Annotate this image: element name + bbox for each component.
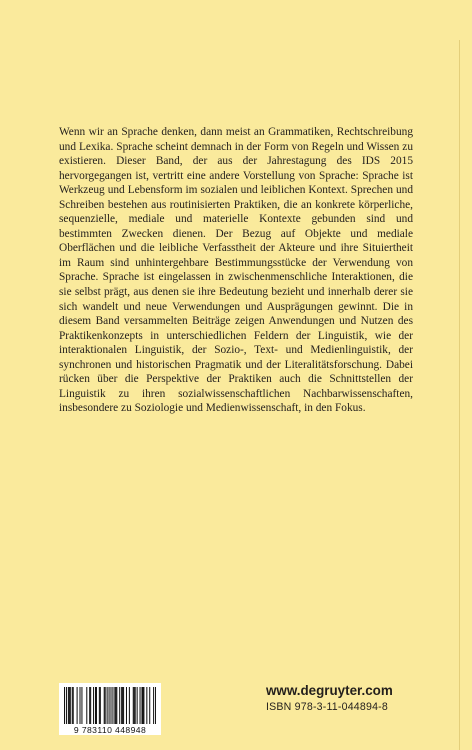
barcode-bar bbox=[90, 687, 91, 724]
barcode bbox=[59, 683, 161, 735]
barcode-bar bbox=[64, 687, 65, 724]
barcode-bar bbox=[99, 687, 100, 724]
barcode-bar bbox=[119, 687, 120, 724]
barcode-bar bbox=[141, 687, 142, 724]
barcode-bar bbox=[121, 687, 122, 724]
barcode-bar bbox=[122, 687, 123, 724]
barcode-bar bbox=[104, 687, 105, 724]
barcode-bar bbox=[96, 687, 97, 724]
barcode-bar bbox=[77, 687, 78, 724]
barcode-bar bbox=[93, 687, 94, 724]
barcode-bar bbox=[115, 687, 116, 724]
barcode-bar bbox=[129, 687, 130, 724]
barcode-bar bbox=[137, 687, 138, 724]
barcode-bar bbox=[68, 687, 69, 724]
blurb-text: Wenn wir an Sprache denken, dann meist an Grammatiken, Rechtschreibung und Lexika. Sprache scheint demnach in der Form von Regeln und Wissen zu existieren. Dieser Band, der aus der Jahrestagung des IDS 2015 hervorgegangen ist, vertritt eine andere Vorstellung von Sprache: Sprache ist Werkzeug und Lebensform im sozialen und leiblichen Kontext. Sprechen und Schreiben bestehen aus routinisierten Praktiken, die an konkrete körperliche, sequenzielle, mediale und materielle Kontexte gebunden sind und bestimmten Zwecken dienen. Der Bezug auf Objekte und mediale Oberflächen und die leibliche Verfasstheit der Akteure und ihre Situiertheit im Raum sind unhintergehbare Bestimmungsstücke der Verwendung von Sprache. Sprache ist eingelassen in zwischenmenschliche Interaktionen, die sie selbst prägt, aus denen sie ihre Bedeutung bezieht und innerhalb derer sie sich wandelt und neue Verwendungen und Ausprägungen gewinnt. Die in diesem Band versammelten Beiträge zeigen Anwendungen und Nutzen des Praktikenkonzepts in unterschiedlichen Feldern der Linguistik, wie der interaktionalen Linguistik, der Sozio-, Text- und Medienlinguistik, der synchronen und historischen Pragmatik und der Literalitätsforschung. Dabei rücken über die Perspektive der Praktiken auch die Schnittstellen der Linguistik zu ihren sozialwissenschaftlichen Nachbarwissenschaften, insbesondere zu Soziologie und Medienwissenschaft, in den Fokus. bbox=[59, 126, 413, 415]
barcode-bar bbox=[79, 687, 80, 724]
barcode-bar bbox=[140, 687, 141, 724]
barcode-bar bbox=[89, 687, 90, 724]
barcode-bar bbox=[107, 687, 108, 724]
barcode-bar bbox=[69, 687, 70, 724]
barcode-bar bbox=[105, 687, 106, 724]
barcode-bar bbox=[114, 687, 115, 724]
barcode-bars bbox=[64, 687, 156, 724]
barcode-bar bbox=[153, 687, 154, 724]
barcode-bar bbox=[143, 687, 144, 724]
barcode-bar bbox=[155, 687, 156, 724]
barcode-bar bbox=[86, 687, 87, 724]
publisher-url[interactable]: www.degruyter.com bbox=[266, 683, 393, 698]
barcode-bar bbox=[142, 687, 143, 724]
barcode-bar bbox=[95, 687, 96, 724]
barcode-bar bbox=[66, 687, 67, 724]
barcode-bar bbox=[146, 687, 147, 724]
barcode-bar bbox=[73, 687, 74, 724]
barcode-bar bbox=[72, 687, 73, 724]
barcode-bar bbox=[110, 687, 111, 724]
barcode-bar bbox=[133, 687, 134, 724]
cover-fold-line bbox=[459, 40, 460, 750]
barcode-bar bbox=[134, 687, 135, 724]
barcode-bar bbox=[116, 687, 117, 724]
barcode-bar bbox=[135, 687, 136, 724]
barcode-bar bbox=[123, 687, 124, 724]
barcode-bar bbox=[70, 687, 71, 724]
barcode-bar bbox=[112, 687, 113, 724]
barcode-bar bbox=[149, 687, 150, 724]
barcode-bar bbox=[109, 687, 110, 724]
barcode-bar bbox=[81, 687, 82, 724]
isbn-text: ISBN 978-3-11-044894-8 bbox=[266, 701, 388, 713]
barcode-bar bbox=[126, 687, 127, 724]
barcode-number: 9 783110 448948 bbox=[73, 725, 147, 735]
barcode-bar bbox=[100, 687, 101, 724]
